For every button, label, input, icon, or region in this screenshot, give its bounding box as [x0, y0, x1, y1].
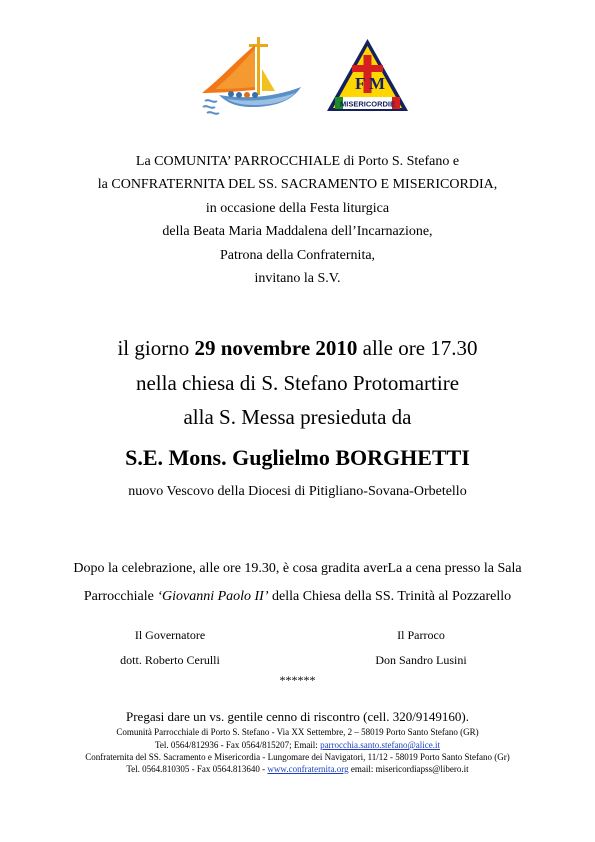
signature-left-name: dott. Roberto Cerulli: [120, 653, 220, 667]
footer-parish-phone: Tel. 0564/812936 - Fax 0564/815207; Email:: [154, 740, 321, 750]
logo-label: MISERICORDIE: [339, 99, 396, 109]
logo-monogram-f: F: [355, 74, 366, 93]
intro-line: Patrona della Confraternita,: [219, 247, 376, 263]
signature-left-title: Il Governatore: [134, 628, 206, 642]
intro-line: invitano la S.V.: [254, 270, 341, 286]
event-date-prefix: il giorno: [117, 336, 195, 360]
footer-confraternita-contacts: [0, 764, 595, 775]
intro-line: la CONFRATERNITA DEL SS. SACRAMENTO E MISERICORDIA,: [97, 177, 498, 193]
dinner-hall-name: ‘Giovanni Paolo II’: [157, 589, 269, 604]
footer-confraternita-address: Confraternita del SS. Sacramento e Misericordia - Lungomare dei Navigatori, 11/12 - 58019 Porto Santo Stefano (Gr): [85, 752, 510, 762]
dinner-line-2-prefix: Parrocchiale: [83, 589, 158, 604]
misericordie-logo: [325, 37, 410, 115]
celebrant-role: nuovo Vescovo della Diocesi di Pitigliano-Sovana-Orbetello: [128, 484, 467, 499]
event-celebrant: S.E. Mons. Guglielmo BORGHETTI: [125, 445, 470, 470]
intro-line: La COMUNITA’ PARROCCHIALE di Porto S. Stefano e: [135, 154, 460, 169]
footer-parish-contacts: [0, 740, 595, 751]
event-time: alle ore 17.30: [357, 336, 478, 360]
parish-boat-logo: [197, 35, 307, 115]
footer-conf-email: email: misericordiapss@libero.it: [348, 764, 469, 774]
event-date-line: [0, 337, 595, 359]
dinner-line-2: [0, 589, 595, 605]
signature-right-name: Don Sandro Lusini: [375, 653, 467, 667]
dinner-line-1: Dopo la celebrazione, alle ore 19.30, è cosa gradita averLa a cena presso la Sala: [73, 561, 522, 576]
intro-block: [0, 150, 595, 290]
parish-email-link[interactable]: parrocchia.santo.stefano@alice.it: [320, 740, 441, 750]
separator: ******: [279, 673, 316, 687]
intro-line: in occasione della Festa liturgica: [205, 200, 390, 216]
event-location: nella chiesa di S. Stefano Protomartire: [135, 371, 460, 395]
intro-line: della Beata Maria Maddalena dell’Incarnazione,: [162, 224, 433, 240]
confraternita-website-link[interactable]: www.confraternita.org: [267, 764, 349, 774]
dinner-line-2-suffix: della Chiesa della SS. Trinità al Pozzarello: [268, 589, 512, 604]
event-mass-line: alla S. Messa presieduta da: [183, 405, 412, 429]
footer-conf-phone: Tel. 0564.810305 - Fax 0564.813640 -: [126, 764, 268, 774]
event-date: 29 novembre 2010: [194, 336, 358, 360]
signature-right-title: Il Parroco: [397, 628, 445, 642]
logo-monogram-m: M: [369, 74, 386, 93]
rsvp-line: Pregasi dare un vs. gentile cenno di riscontro (cell. 320/9149160).: [126, 709, 469, 724]
footer-parish-address: Comunità Parrocchiale di Porto S. Stefano - Via XX Settembre, 2 – 58019 Porto Santo Stefano (GR): [116, 727, 479, 737]
